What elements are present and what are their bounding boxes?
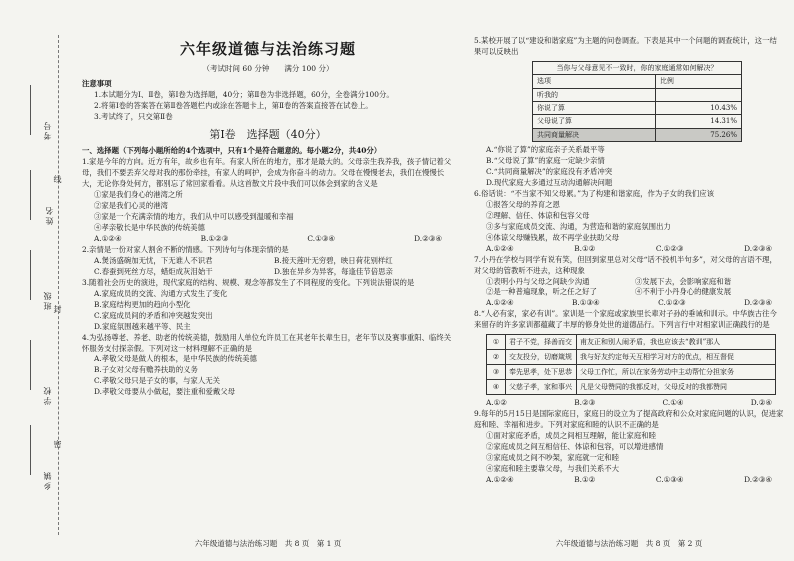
ratio-cell: 14.31% (655, 115, 741, 128)
class-label: 班级 (43, 290, 52, 310)
town-field[interactable] (30, 425, 31, 475)
school-field[interactable] (30, 340, 31, 390)
table-row (533, 88, 742, 101)
option-a[interactable]: A.家庭成员的交流、沟通方式发生了变化 (94, 288, 228, 298)
option-d[interactable]: D.②③④ (414, 233, 442, 243)
option-b[interactable]: B.子女对父母有赡养扶助的义务 (94, 365, 198, 375)
volume-title: 第Ⅰ卷 选择题（40分） (209, 128, 327, 142)
action-cell: 甫友正和别人闹矛盾，我也应该去“教训”那人 (577, 335, 776, 350)
dense-mark: 密 (53, 440, 62, 448)
option-a[interactable]: A.①② (486, 398, 507, 408)
option-cell: 父母说了算 (533, 115, 656, 128)
name-field[interactable] (30, 170, 31, 220)
option-d[interactable]: D.②④ (750, 398, 772, 408)
statement-item: ④孝亲敬长是中华民族的传统美德 (94, 223, 205, 233)
answer-options (474, 244, 784, 255)
option-c[interactable]: C.①④ (662, 398, 684, 408)
option-d[interactable]: D.现代家庭大多通过互动沟通解决问题 (486, 177, 613, 187)
question-5 (474, 36, 784, 189)
notice-item: 3.考试终了，只交第Ⅱ卷 (94, 112, 173, 122)
exam-title: 六年级道德与法治练习题 (179, 40, 356, 58)
question-stem: 9.每年的5月15日是国际家庭日，家庭日的设立为了提高政府和公众对家庭问题的认识，促进家庭和睦、幸福和进步。下列对家庭和睦的认识不正确的是 (474, 409, 784, 430)
answer-options (474, 298, 784, 309)
ratio-cell: 75.26% (655, 128, 741, 141)
column-header-ratio: 比例 (655, 75, 741, 88)
notice-title: 注意事项 (82, 79, 112, 89)
table-row (533, 128, 742, 141)
town-label: 乡镇 (43, 470, 52, 490)
statement-item: ①报答父母的养育之恩 (486, 199, 560, 209)
option-c[interactable]: C.孝敬父母只是子女的事，与家人无关 (94, 376, 220, 386)
statement-item: ②是一种普遍现象，听之任之好了 (486, 287, 597, 297)
option-a[interactable]: A.“你说了算”的家庭亲子关系最平等 (486, 145, 605, 155)
ratio-cell: 10.43% (655, 101, 741, 114)
table-row (487, 380, 776, 395)
statement-item: ②家庭成员之间互相信任、体谅和包容，可以增进感情 (486, 442, 664, 452)
notice-item: 1.本试题分为Ⅰ、Ⅱ卷，第Ⅰ卷为选择题，40分；第Ⅱ卷为非选择题，60分，全卷满分100分。 (94, 90, 394, 100)
option-a[interactable]: A.煲汤盛碗加无忧，下无谁人不识君 (94, 255, 213, 265)
question-stem: 8.“人必有家，家必有训”。家训是一个家庭或家族里长辈对子孙的垂诫和训示。中华族古往今来留存的许多家训都蕴藏了丰厚的修身处世的道德品行。下列言行中对相家训正确践行的是 (474, 309, 777, 330)
answer-options (82, 234, 454, 245)
statement-item: ④不利于小丹身心的健康发展 (635, 287, 732, 297)
motto-cell: 奉先思孝，处下思恭 (506, 365, 577, 380)
option-c[interactable]: C.①③④ (655, 474, 684, 484)
option-a[interactable]: A.①②④ (486, 298, 514, 308)
option-d[interactable]: D.②③④ (744, 243, 772, 253)
table-row (533, 115, 742, 128)
question-6 (474, 189, 784, 255)
question-7 (474, 255, 784, 310)
option-a[interactable]: A.孝敬父母是做人的根本，是中华民族的传统美德 (94, 354, 257, 364)
motto-cell: 交友投分，切磨箴规 (506, 350, 577, 365)
option-cell: 你说了算 (533, 101, 656, 114)
option-b[interactable]: B.①② (574, 474, 596, 484)
motto-cell: 君子不党，择善而交 (506, 335, 577, 350)
family-motto-table (486, 334, 776, 395)
option-b[interactable]: B.②③ (574, 398, 596, 408)
seal-line (58, 35, 59, 535)
class-field[interactable] (30, 250, 31, 300)
section-title: 一、选择题（下列每小题所给的4个选项中，只有1个是符合题意的。每小题2分，共40分） (82, 146, 382, 156)
statement-item: ①表明小丹与父母之间缺少沟通 (486, 276, 590, 286)
statement-item: ③多与家庭成员交流、沟通，为营造和谐的家庭氛围出力 (486, 221, 671, 231)
page-one (82, 0, 454, 561)
action-cell: 父母工作忙，所以在家务劳动中主动帮忙分担家务 (577, 365, 776, 380)
option-a[interactable]: A.①②④ (486, 243, 514, 253)
option-d[interactable]: D.孝敬父母要从小做起，要注重和爱戴父母 (94, 387, 236, 397)
question-4 (82, 333, 454, 399)
row-number: ① (487, 335, 506, 350)
question-9 (474, 409, 784, 486)
page-two (474, 0, 784, 561)
question-stem: 2.亲情是一份对家人割舍不断的情感。下列诗句与体现亲情的是 (82, 244, 289, 254)
option-b[interactable]: B.家庭结构更加的趋向小型化 (94, 299, 191, 309)
answer-options (474, 398, 784, 409)
question-stem: 6.俗话说：“不当家不知父母累。”为了构建和谐家庭，作为子女的我们应该 (474, 188, 715, 198)
statement-item: ④体谅父母赚钱累，故不再学业扶助父母 (486, 232, 620, 242)
statement-grid (474, 277, 784, 299)
name-label: 姓名 (45, 205, 54, 225)
option-d[interactable]: D.②③④ (744, 474, 772, 484)
row-number: ④ (487, 380, 506, 395)
question-2 (82, 245, 454, 278)
option-a[interactable]: A.①②④ (486, 474, 514, 484)
option-c[interactable]: C.①②③ (658, 298, 686, 308)
exam-no-label: 考号 (43, 120, 52, 140)
option-c[interactable]: C.春蚕到死丝方尽，蜡炬成灰泪始干 (94, 266, 213, 276)
row-number: ② (487, 350, 506, 365)
action-cell: 凡是父母赞同的我都反对，父母反对的我都赞同 (577, 380, 776, 395)
option-d[interactable]: D.②③④ (744, 298, 772, 308)
question-3 (82, 278, 454, 333)
statement-item: ④家庭和睦主要靠父母，与我们关系不大 (486, 463, 620, 473)
option-c[interactable]: C.①③④ (307, 233, 336, 243)
option-b[interactable]: B.①② (574, 243, 596, 253)
option-b[interactable]: B.①②③ (200, 233, 229, 243)
action-cell: 我与好友约定每天互相学习对方的优点，相互督促 (577, 350, 776, 365)
question-stem: 5.某校开展了以“建设和谐家庭”为主题的问卷调查。下表是其中一个问题的调查统计，这一结果可以反映出 (474, 36, 777, 56)
school-label: 学校 (43, 385, 52, 405)
option-cell: 听我的 (533, 88, 656, 101)
option-c[interactable]: C.“共同商量解决”的家庭没有矛盾冲突 (486, 166, 613, 176)
option-d[interactable]: D.独在异乡为异客，每逢佳节倍思亲 (274, 266, 393, 276)
ratio-cell (655, 88, 741, 101)
statement-item: ②理解、信任、体谅和包容父母 (486, 210, 590, 220)
table-row (533, 101, 742, 114)
column-header-option: 选项 (533, 75, 656, 88)
line-mark: 线 (53, 175, 62, 183)
page-footer: 六年级道德与法治练习题 共 8 页 第 1 页 (194, 538, 342, 548)
option-b[interactable]: B.“父母说了算”的家庭一定缺少亲情 (486, 156, 605, 166)
question-stem: 4.为弘扬尊老、养老、助老的传统美德，鼓励用人单位允许员工在其老年长辈生日，老年节以及赛事重阳、临终关怀服务支付探亲假。下列对这一材料理解不正确的是 (82, 332, 452, 353)
option-c[interactable]: C.①②③ (655, 243, 684, 253)
statement-item: ③发展下去，会影响家庭和谐 (635, 276, 732, 286)
statement-item: ①家是我们身心的港湾之所 (94, 190, 183, 200)
table-row (487, 350, 776, 365)
statement-item: ②家是我们心灵的港湾 (94, 201, 168, 211)
answer-options (474, 475, 784, 486)
survey-question: 当你与父母意见不一致时，你的家庭通常如何解决？ (533, 61, 742, 74)
option-b[interactable]: B.接天莲叶无穷碧，映日荷花别样红 (274, 255, 393, 265)
seal-mark: 封 (53, 305, 62, 313)
question-1 (82, 157, 454, 245)
option-d[interactable]: D.家庭氛围越来越平等、民主 (94, 321, 191, 331)
statement-item: ③家是一个充满亲情的地方，我们从中可以感受到温暖和幸福 (94, 212, 294, 222)
binding-margin (0, 0, 78, 561)
option-b[interactable]: B.①③④ (571, 298, 600, 308)
question-8 (474, 309, 784, 409)
row-number: ③ (487, 365, 506, 380)
question-stem: 3.随着社会历史的演进，现代家庭的结构、规模、观念等都发生了不同程度的变化。下列说法错误的是 (82, 277, 415, 287)
option-cell: 共同商量解决 (533, 128, 656, 141)
statement-item: ①面对家庭矛盾，成员之间相互理解，能让家庭和睦 (486, 431, 656, 441)
option-c[interactable]: C.家庭成员间的矛盾和冲突越发突出 (94, 310, 213, 320)
motto-cell: 父慈子孝，家和事兴 (506, 380, 577, 395)
statement-item: ③家庭成员之间不吵架，家庭就一定和睦 (486, 453, 620, 463)
page-footer: 六年级道德与法治练习题 共 8 页 第 2 页 (555, 538, 703, 548)
exam-subtitle: （考试时间 60 分钟 满分 100 分） (202, 64, 334, 74)
exam-no-field[interactable] (30, 85, 31, 135)
table-row (487, 365, 776, 380)
question-stem: 1.家是今年的方向。近方有年，故乡也有年。有家人所在的地方，那才是最大的。父母亲生我养我，孩子情记着父母，我们不要丢弃父母对我的那份牵挂，有家人的呵护，会成为你奋斗的动力。父母在慢慢老去，我们在慢慢长大，无论你身处何方，都别忘了常回家看看。从这首散文片段中我们可以体会到家的含义是 (82, 157, 452, 189)
table-row (487, 335, 776, 350)
answer-options (82, 256, 454, 278)
notice-item: 2.将第Ⅰ卷的答案答在第Ⅱ卷答题栏内或涂在答题卡上，第Ⅱ卷的答案直接答在试卷上。 (94, 101, 373, 111)
question-stem: 7.小丹在学校与同学有说有笑，但回到家里总对父母“话不投机半句多”，对父母的言语不理，对父母的管教听不进去，这种现象 (474, 254, 777, 275)
option-a[interactable]: A.①②④ (94, 233, 122, 243)
survey-table (532, 61, 742, 142)
